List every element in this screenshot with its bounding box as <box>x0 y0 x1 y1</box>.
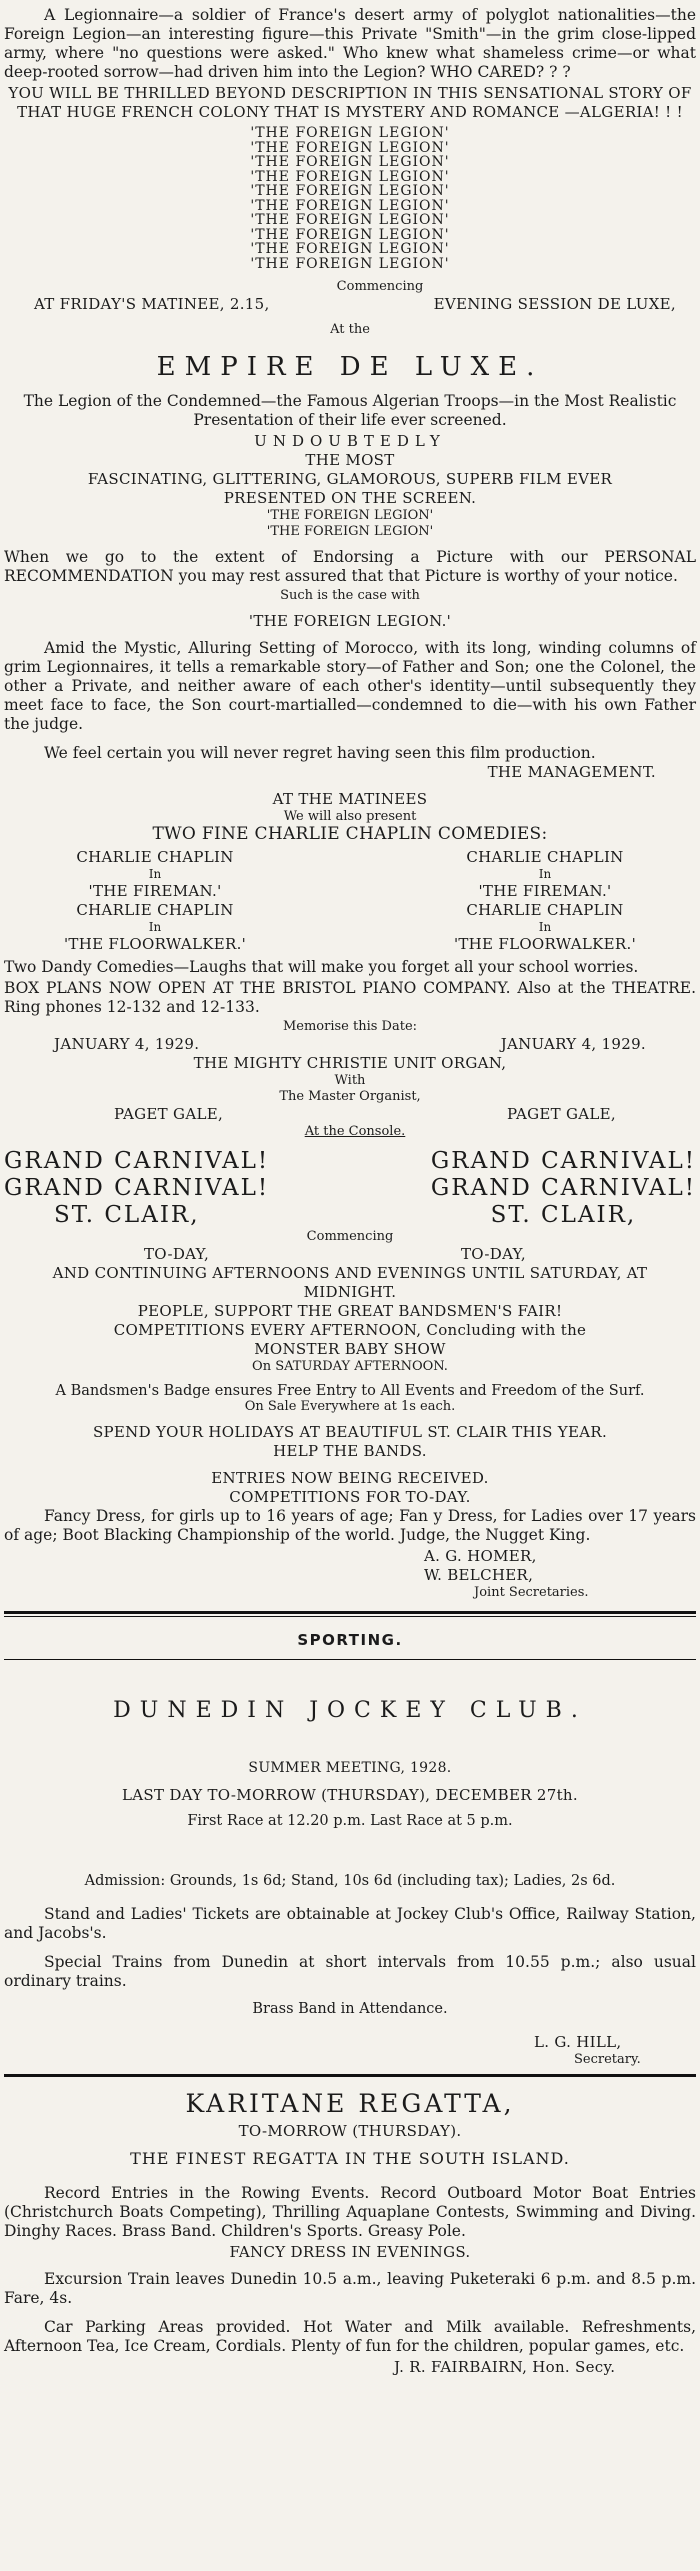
foreign-legion-title: 'THE FOREIGN LEGION.' <box>248 612 452 630</box>
secretary-label: Secretary. <box>574 2052 641 2067</box>
console-label: At the Console. <box>304 1124 406 1139</box>
legion-of-condemned: The Legion of the Condemned—the Famous Algerian Troops—in the Most Realistic Presentation of their life ever screened. <box>23 392 677 429</box>
carnival-advert <box>4 1148 696 1601</box>
carnival-title: GRAND CARNIVAL! <box>430 1148 696 1174</box>
regatta-section <box>4 2089 696 2377</box>
regatta-date: TO-MORROW (THURSDAY). <box>238 2122 462 2140</box>
chaplin-heading: TWO FINE CHARLIE CHAPLIN COMEDIES: <box>152 824 548 844</box>
finest-regatta: THE FINEST REGATTA IN THE SOUTH ISLAND. <box>130 2149 570 2168</box>
chaplin-name: CHARLIE CHAPLIN <box>76 901 234 919</box>
carnival-left <box>4 1148 269 1229</box>
two-dandy-text: Two Dandy Comedies—Laughs that will make you forget all your school worries. <box>4 958 639 976</box>
chaplin-right-column <box>454 848 636 954</box>
date-left: JANUARY 4, 1929. <box>54 1035 200 1053</box>
competitions-text: COMPETITIONS EVERY AFTERNOON, Concluding with the <box>113 1321 587 1339</box>
today-row <box>4 1245 696 1264</box>
list-item: 'THE FOREIGN LEGION' <box>250 212 450 228</box>
story-text: Amid the Mystic, Alluring Setting of Morocco, with its long, winding columns of grim Legionnaires, it tells a remarkable story—of Father and Son; one the Colonel, the other a Private, and neither aware of each other's identity—until subsequently they meet face to face, the Son court-martialled—condemned to die—with his own Father the judge. <box>4 639 696 733</box>
regatta-title: KARITANE REGATTA, <box>185 2089 515 2118</box>
fascinating-text: FASCINATING, GLITTERING, GLAMOROUS, SUPERB FILM EVER PRESENTED ON THE SCREEN. <box>87 470 613 507</box>
carnival-title: GRAND CARNIVAL! <box>4 1175 270 1201</box>
secretary-name: L. G. HILL, <box>534 2033 622 2051</box>
foreign-legion-title: 'THE FOREIGN LEGION' <box>266 508 434 523</box>
admission-text: Admission: Grounds, 1s 6d; Stand, 10s 6d (including tax); Ladies, 2s 6d. <box>84 1873 616 1889</box>
list-item: 'THE FOREIGN LEGION' <box>250 125 450 141</box>
on-sale-text: On Sale Everywhere at 1s each. <box>244 1399 456 1414</box>
film-title: 'THE FLOORWALKER.' <box>453 935 636 953</box>
at-matinees: AT THE MATINEES <box>272 790 428 808</box>
sporting-heading: SPORTING. <box>297 1631 403 1649</box>
foreign-legion-title: 'THE FOREIGN LEGION' <box>266 524 434 539</box>
saturday-text: On SATURDAY AFTERNOON. <box>252 1359 448 1374</box>
with-label: With <box>334 1073 366 1088</box>
fancy-dress-evenings: FANCY DRESS IN EVENINGS. <box>229 2243 471 2261</box>
commencing-label: Commencing <box>306 1229 394 1244</box>
session-times <box>4 295 696 314</box>
memorise-label: Memorise this Date: <box>282 1019 418 1034</box>
commencing-label: Commencing <box>336 279 424 294</box>
section-divider <box>4 1611 696 1614</box>
evening-session: EVENING SESSION DE LUXE, <box>433 295 676 313</box>
secretary-name: A. G. HOMER, <box>424 1547 537 1565</box>
thrill-text: YOU WILL BE THRILLED BEYOND DESCRIPTION IN THIS SENSATIONAL STORY OF THAT HUGE FRENCH COLONY THAT IS MYSTERY AND ROMANCE —ALGERIA! ! ! <box>8 84 692 121</box>
date-row <box>4 1035 696 1054</box>
management-signature: THE MANAGEMENT. <box>487 763 656 781</box>
list-item: 'THE FOREIGN LEGION' <box>250 255 450 272</box>
list-item: 'THE FOREIGN LEGION' <box>250 154 450 170</box>
at-the-label: At the <box>330 322 370 337</box>
carnival-title: GRAND CARNIVAL! <box>430 1175 696 1201</box>
spend-text: SPEND YOUR HOLIDAYS AT BEAUTIFUL ST. CLAIR THIS YEAR. <box>92 1423 608 1441</box>
continuing-text: AND CONTINUING AFTERNOONS AND EVENINGS UNTIL SATURDAY, AT MIDNIGHT. <box>52 1264 648 1301</box>
list-item: 'THE FOREIGN LEGION' <box>250 168 450 185</box>
box-plans-text: BOX PLANS NOW OPEN AT THE BRISTOL PIANO COMPANY. Also at the THEATRE. Ring phones 12-132 and 12-133. <box>4 979 696 1016</box>
foreign-legion-advert <box>4 6 696 1140</box>
carnival-place: ST. CLAIR, <box>490 1202 637 1228</box>
regatta-entries: Record Entries in the Rowing Events. Record Outboard Motor Boat Entries (Christchurch Boats Competing), Thrilling Aquaplane Contests, Swimming and Diving. Dinghy Races. Brass Band. Children's Sports. Greasy Pole. <box>4 2184 696 2240</box>
film-title: 'THE FIREMAN.' <box>478 882 612 900</box>
chaplin-name: CHARLIE CHAPLIN <box>76 848 234 866</box>
list-item: 'THE FOREIGN LEGION' <box>250 226 450 243</box>
theatre-name: EMPIRE DE LUXE. <box>156 352 544 382</box>
parking-text: Car Parking Areas provided. Hot Water and Milk available. Refreshments, Afternoon Tea, Ice Cream, Cordials. Plenty of fun for the children, popular games, etc. <box>4 2318 696 2355</box>
undoubtedly: UNDOUBTEDLY <box>254 432 446 450</box>
section-divider <box>4 1616 696 1617</box>
last-day-text: LAST DAY TO-MORROW (THURSDAY), DECEMBER 27th. <box>122 1786 578 1804</box>
trains-text: Special Trains from Dunedin at short intervals from 10.55 p.m.; also usual ordinary trains. <box>4 1953 696 1990</box>
date-right: JANUARY 4, 1929. <box>500 1035 646 1053</box>
carnival-place: ST. CLAIR, <box>54 1202 200 1228</box>
jockey-club-title: DUNEDIN JOCKEY CLUB. <box>113 1698 587 1723</box>
organist-label: The Master Organist, <box>279 1089 421 1104</box>
legion-intro: A Legionnaire—a soldier of France's desert army of polyglot nationalities—the Foreign Legion—an interesting figure—this Private "Smith"—in the grim close-lipped army, where "no questions were asked." Who knew what shameless crime—or what deep-rooted sorrow—had driven him into the Legion? WHO CARED? ? ? <box>4 6 696 81</box>
in-label: In <box>538 867 552 881</box>
brass-band-text: Brass Band in Attendance. <box>252 2001 448 2017</box>
sporting-section <box>4 1631 696 2068</box>
paget-row <box>4 1105 696 1124</box>
film-title: 'THE FLOORWALKER.' <box>64 935 247 953</box>
paget-right: PAGET GALE, <box>506 1105 616 1123</box>
carnival-title: GRAND CARNIVAL! <box>4 1148 270 1174</box>
organ-text: THE MIGHTY CHRISTIE UNIT ORGAN, <box>193 1054 507 1072</box>
fancy-dress-text: Fancy Dress, for girls up to 16 years of age; Fan y Dress, for Ladies over 17 years of age; Boot Blacking Championship of the world. Judge, the Nugget King. <box>4 1507 696 1544</box>
foreign-legion-list <box>4 126 696 271</box>
also-present: We will also present <box>283 809 417 824</box>
regatta-secretary: J. R. FAIRBAIRN, Hon. Secy. <box>394 2358 616 2376</box>
tickets-text: Stand and Ladies' Tickets are obtainable at Jockey Club's Office, Railway Station, and Jacobs's. <box>4 1905 696 1942</box>
club-secretary <box>4 2033 696 2068</box>
list-item: 'THE FOREIGN LEGION' <box>250 241 450 257</box>
today-left: TO-DAY, <box>144 1245 210 1263</box>
film-title: 'THE FIREMAN.' <box>88 882 222 900</box>
comp-today: COMPETITIONS FOR TO-DAY. <box>229 1488 471 1506</box>
race-times: First Race at 12.20 p.m. Last Race at 5 p.m. <box>187 1813 513 1829</box>
badge-text: A Bandsmen's Badge ensures Free Entry to All Events and Freedom of the Surf. <box>55 1383 645 1399</box>
the-most: THE MOST <box>305 451 395 469</box>
chaplin-name: CHARLIE CHAPLIN <box>466 901 624 919</box>
chaplin-left-column <box>64 848 246 954</box>
matinee-time: AT FRIDAY'S MATINEE, 2.15, <box>34 295 270 313</box>
section-divider <box>4 1659 696 1660</box>
excursion-train: Excursion Train leaves Dunedin 10.5 a.m., leaving Puketeraki 6 p.m. and 8.5 p.m. Fare, 4s. <box>4 2270 696 2307</box>
paget-left: PAGET GALE, <box>114 1105 224 1123</box>
certain-text: We feel certain you will never regret having seen this film production. <box>44 744 596 762</box>
endorse-text: When we go to the extent of Endorsing a Picture with our PERSONAL RECOMMENDATION you may rest assured that that Picture is worthy of your notice. <box>4 548 696 585</box>
chaplin-name: CHARLIE CHAPLIN <box>466 848 624 866</box>
today-right: TO-DAY, <box>460 1245 526 1263</box>
list-item: 'THE FOREIGN LEGION' <box>250 197 450 214</box>
such-is-case: Such is the case with <box>280 588 420 603</box>
carnival-right <box>431 1148 696 1229</box>
in-label: In <box>148 867 162 881</box>
carnival-heading <box>4 1148 696 1229</box>
secretaries <box>4 1547 696 1601</box>
people-text: PEOPLE, SUPPORT THE GREAT BANDSMEN'S FAIR! <box>137 1302 563 1320</box>
in-label: In <box>538 920 552 934</box>
list-item: 'THE FOREIGN LEGION' <box>250 183 450 199</box>
chaplin-columns <box>4 844 696 954</box>
summer-meeting: SUMMER MEETING, 1928. <box>248 1760 452 1776</box>
help-text: HELP THE BANDS. <box>273 1442 427 1460</box>
section-divider <box>4 2074 696 2077</box>
in-label: In <box>148 920 162 934</box>
baby-show: MONSTER BABY SHOW <box>254 1340 446 1358</box>
secretary-name: W. BELCHER, <box>424 1566 534 1584</box>
joint-secretaries: Joint Secretaries. <box>474 1585 589 1600</box>
list-item: 'THE FOREIGN LEGION' <box>250 139 450 156</box>
entries-text: ENTRIES NOW BEING RECEIVED. <box>211 1469 489 1487</box>
